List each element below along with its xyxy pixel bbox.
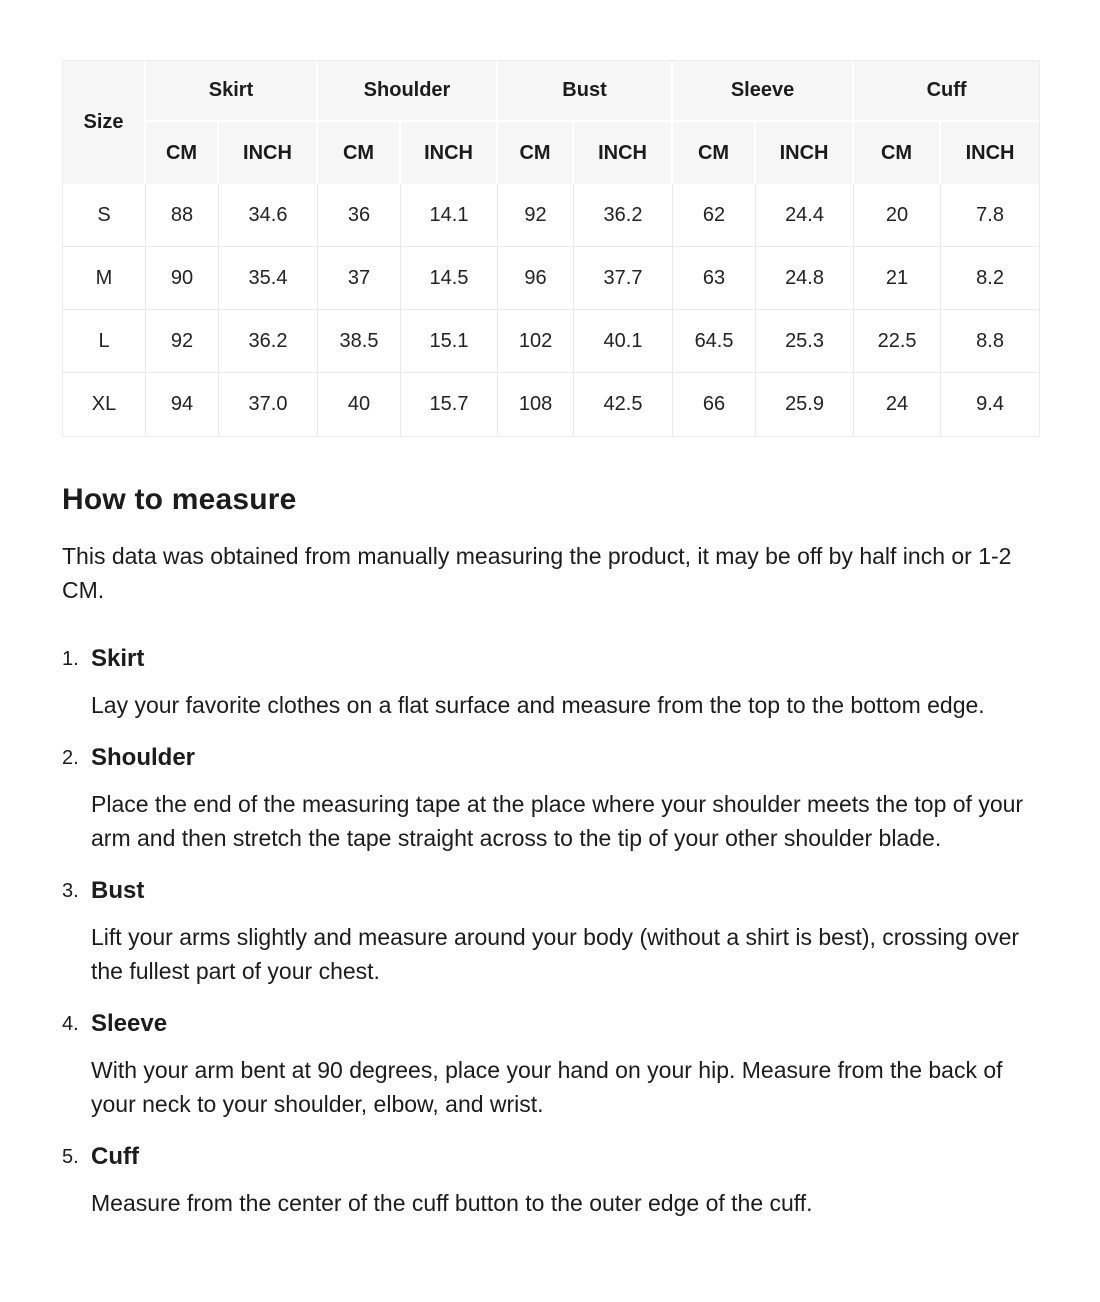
step-title: Shoulder: [91, 744, 196, 771]
value-cell: 36: [318, 184, 401, 247]
step-number: 4.: [62, 1013, 79, 1035]
value-cell: 40.1: [574, 310, 673, 373]
list-item-sleeve: [62, 1008, 1038, 1141]
value-cell: 88: [146, 184, 219, 247]
column-header-shoulder: Shoulder: [318, 61, 498, 122]
value-cell: 102: [498, 310, 574, 373]
value-cell: 8.8: [941, 310, 1039, 373]
value-cell: 25.3: [756, 310, 854, 373]
step-description: Place the end of the measuring tape at the place where your shoulder meets the top of your arm and then stretch the tape straight across to the tip of your other shoulder blade.: [91, 791, 1024, 851]
value-cell: 24: [854, 373, 941, 436]
list-item-shoulder: [62, 742, 1038, 875]
value-cell: 90: [146, 247, 219, 310]
value-cell: 24.8: [756, 247, 854, 310]
step-description: Lay your favorite clothes on a flat surface and measure from the top to the bottom edge.: [91, 692, 985, 718]
size-chart-table: [62, 60, 1040, 437]
value-cell: 108: [498, 373, 574, 436]
table-group-header-row: [63, 61, 1039, 122]
value-cell: 63: [673, 247, 756, 310]
unit-header-skirt-cm: CM: [146, 122, 219, 184]
step-description: Lift your arms slightly and measure around your body (without a shirt is best), crossing over the fullest part of your chest.: [91, 924, 1020, 984]
how-to-measure-intro: This data was obtained from manually measuring the product, it may be off by half inch or 1-2 CM.: [62, 543, 1012, 603]
unit-header-cuff-cm: CM: [854, 122, 941, 184]
value-cell: 92: [146, 310, 219, 373]
unit-header-bust-cm: CM: [498, 122, 574, 184]
value-cell: 92: [498, 184, 574, 247]
unit-header-shoulder-inch: INCH: [401, 122, 498, 184]
measure-steps-list: [62, 643, 1038, 1240]
value-cell: 24.4: [756, 184, 854, 247]
step-title: Bust: [91, 877, 145, 904]
value-cell: 37.0: [219, 373, 318, 436]
value-cell: 94: [146, 373, 219, 436]
size-cell: S: [63, 184, 146, 247]
value-cell: 37: [318, 247, 401, 310]
step-number: 1.: [62, 648, 79, 670]
table-row-size-s: [63, 184, 1039, 247]
column-header-skirt: Skirt: [146, 61, 318, 122]
value-cell: 96: [498, 247, 574, 310]
unit-header-skirt-inch: INCH: [219, 122, 318, 184]
value-cell: 66: [673, 373, 756, 436]
step-number: 2.: [62, 747, 79, 769]
value-cell: 8.2: [941, 247, 1039, 310]
value-cell: 62: [673, 184, 756, 247]
step-title: Cuff: [91, 1143, 139, 1170]
size-cell: M: [63, 247, 146, 310]
value-cell: 34.6: [219, 184, 318, 247]
value-cell: 14.1: [401, 184, 498, 247]
value-cell: 22.5: [854, 310, 941, 373]
unit-header-shoulder-cm: CM: [318, 122, 401, 184]
value-cell: 25.9: [756, 373, 854, 436]
value-cell: 36.2: [574, 184, 673, 247]
value-cell: 20: [854, 184, 941, 247]
step-title: Sleeve: [91, 1010, 168, 1037]
step-number: 3.: [62, 880, 79, 902]
value-cell: 35.4: [219, 247, 318, 310]
value-cell: 14.5: [401, 247, 498, 310]
value-cell: 40: [318, 373, 401, 436]
unit-header-cuff-inch: INCH: [941, 122, 1039, 184]
unit-header-sleeve-cm: CM: [673, 122, 756, 184]
value-cell: 36.2: [219, 310, 318, 373]
step-number: 5.: [62, 1146, 79, 1168]
step-title: Skirt: [91, 645, 145, 672]
table-row-size-xl: [63, 373, 1039, 436]
step-description: Measure from the center of the cuff button to the outer edge of the cuff.: [91, 1190, 813, 1216]
value-cell: 21: [854, 247, 941, 310]
value-cell: 64.5: [673, 310, 756, 373]
table-row-size-l: [63, 310, 1039, 373]
value-cell: 15.1: [401, 310, 498, 373]
list-item-bust: [62, 875, 1038, 1008]
value-cell: 7.8: [941, 184, 1039, 247]
size-cell: XL: [63, 373, 146, 436]
value-cell: 42.5: [574, 373, 673, 436]
column-header-size: Size: [63, 61, 146, 184]
size-cell: L: [63, 310, 146, 373]
value-cell: 15.7: [401, 373, 498, 436]
table-unit-header-row: [63, 122, 1039, 184]
column-header-sleeve: Sleeve: [673, 61, 854, 122]
list-item-cuff: [62, 1141, 1038, 1240]
how-to-measure-heading: How to measure: [62, 483, 297, 516]
column-header-bust: Bust: [498, 61, 673, 122]
value-cell: 9.4: [941, 373, 1039, 436]
column-header-cuff: Cuff: [854, 61, 1039, 122]
table-row-size-m: [63, 247, 1039, 310]
list-item-skirt: [62, 643, 1038, 742]
value-cell: 37.7: [574, 247, 673, 310]
unit-header-sleeve-inch: INCH: [756, 122, 854, 184]
unit-header-bust-inch: INCH: [574, 122, 673, 184]
value-cell: 38.5: [318, 310, 401, 373]
step-description: With your arm bent at 90 degrees, place your hand on your hip. Measure from the back of your neck to your shoulder, elbow, and wrist.: [91, 1057, 1003, 1117]
